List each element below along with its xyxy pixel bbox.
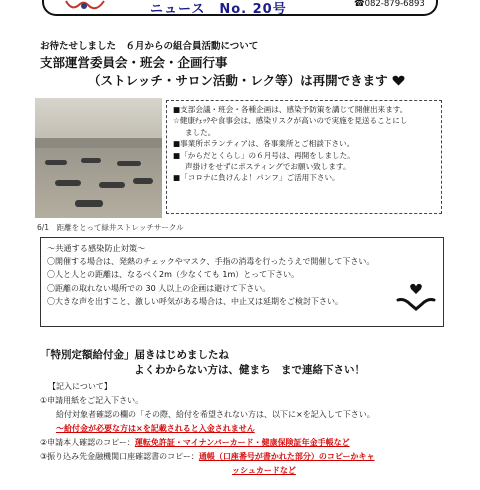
- headline-line2: [88, 71, 405, 89]
- prevention-item: 〇大きな声を出すこと、激しい呼気がある場合は、中止又は延期をご検討下さい。: [47, 296, 343, 306]
- hands-heart-icon: [396, 282, 436, 312]
- notice-item: ■支部会議・班会・各種企画は、感染予防策を講じて開催出来ます。: [173, 105, 408, 114]
- notice-item: 声掛けをせずにポスティングでお願い致します。: [185, 162, 351, 172]
- notice-item: ☆健康ﾁｪｯｸや食事会は、感染リスクが高いので実施を見送ることにし: [173, 116, 408, 126]
- activity-notice-box: [166, 100, 442, 214]
- infection-prevention-box: [40, 237, 444, 327]
- headline-lead: お待たせしました ６月からの組合員活動について: [40, 41, 259, 52]
- step-1: ①申請用紙をご記入下さい。: [40, 396, 144, 405]
- headline-line2-text: （ストレッチ・サロン活動・レク等）は再開できます: [88, 73, 388, 88]
- activity-photo: [35, 98, 162, 218]
- phone-number: ☎082-879-6893: [354, 0, 425, 9]
- notice-item: ■「コロナに負けんよ！パンフ」ご活用下さい。: [173, 173, 340, 183]
- step-2-label: ②申請本人確認のコピー：: [40, 438, 135, 447]
- notice-item: ■「からだとくらし」の６月号は、再開をしました。: [173, 150, 355, 160]
- step-2-documents: 運転免許証・マイナンバーカード・健康保険証年金手帳など: [134, 438, 350, 447]
- prevention-item: 〇距離の取れない場所での 30 人以上の企画は避けて下さい。: [47, 283, 271, 293]
- prevention-item: 〇人と人との距離は、なるべく2m（少なくても 1m）とって下さい。: [47, 270, 300, 280]
- heart-icon: [392, 75, 405, 86]
- step-2: [40, 437, 350, 448]
- headline-line1: 支部運営委員会・班会・企画行事: [40, 55, 228, 70]
- prevention-item: 〇開催する場合は、発熱のチェックやマスク、手指の消毒を行ったうえで開催して下さい。: [47, 257, 375, 267]
- benefit-subtitle: よくわからない方は、健まち まで連絡下さい！: [134, 364, 365, 376]
- notice-item: ■事業所ボランティアは、各事業所とご相談下さい。: [173, 139, 355, 149]
- photo-caption: 6/1 距離をとって緑井ストレッチサークル: [37, 223, 184, 232]
- step-1-warning: ～給付金が必要な方は×を記載されると入金されません: [56, 424, 255, 433]
- step-3-label: ③振り込み先金融機関口座確認書のコピー：: [40, 452, 199, 461]
- fill-in-section-heading: 【記入について】: [48, 382, 112, 391]
- notice-item: ました。: [185, 127, 216, 137]
- step-3-documents-cont: ッシュカードなど: [232, 466, 296, 475]
- newsletter-title: ニュース No. 20号: [150, 2, 287, 17]
- step-3-documents: 通帳（口座番号が書かれた部分）のコピーかキャ: [198, 452, 375, 461]
- mascot-logo: [62, 0, 108, 14]
- step-3: [40, 451, 375, 462]
- prevention-title: ～共通する感染防止対策～: [47, 243, 146, 253]
- benefit-title: 「特別定額給付金」届きはじめましたね: [40, 349, 229, 361]
- step-1-detail: 給付対象者確認の欄の「その際、給付を希望されない方は、以下に×を記入して下さい。: [56, 410, 375, 419]
